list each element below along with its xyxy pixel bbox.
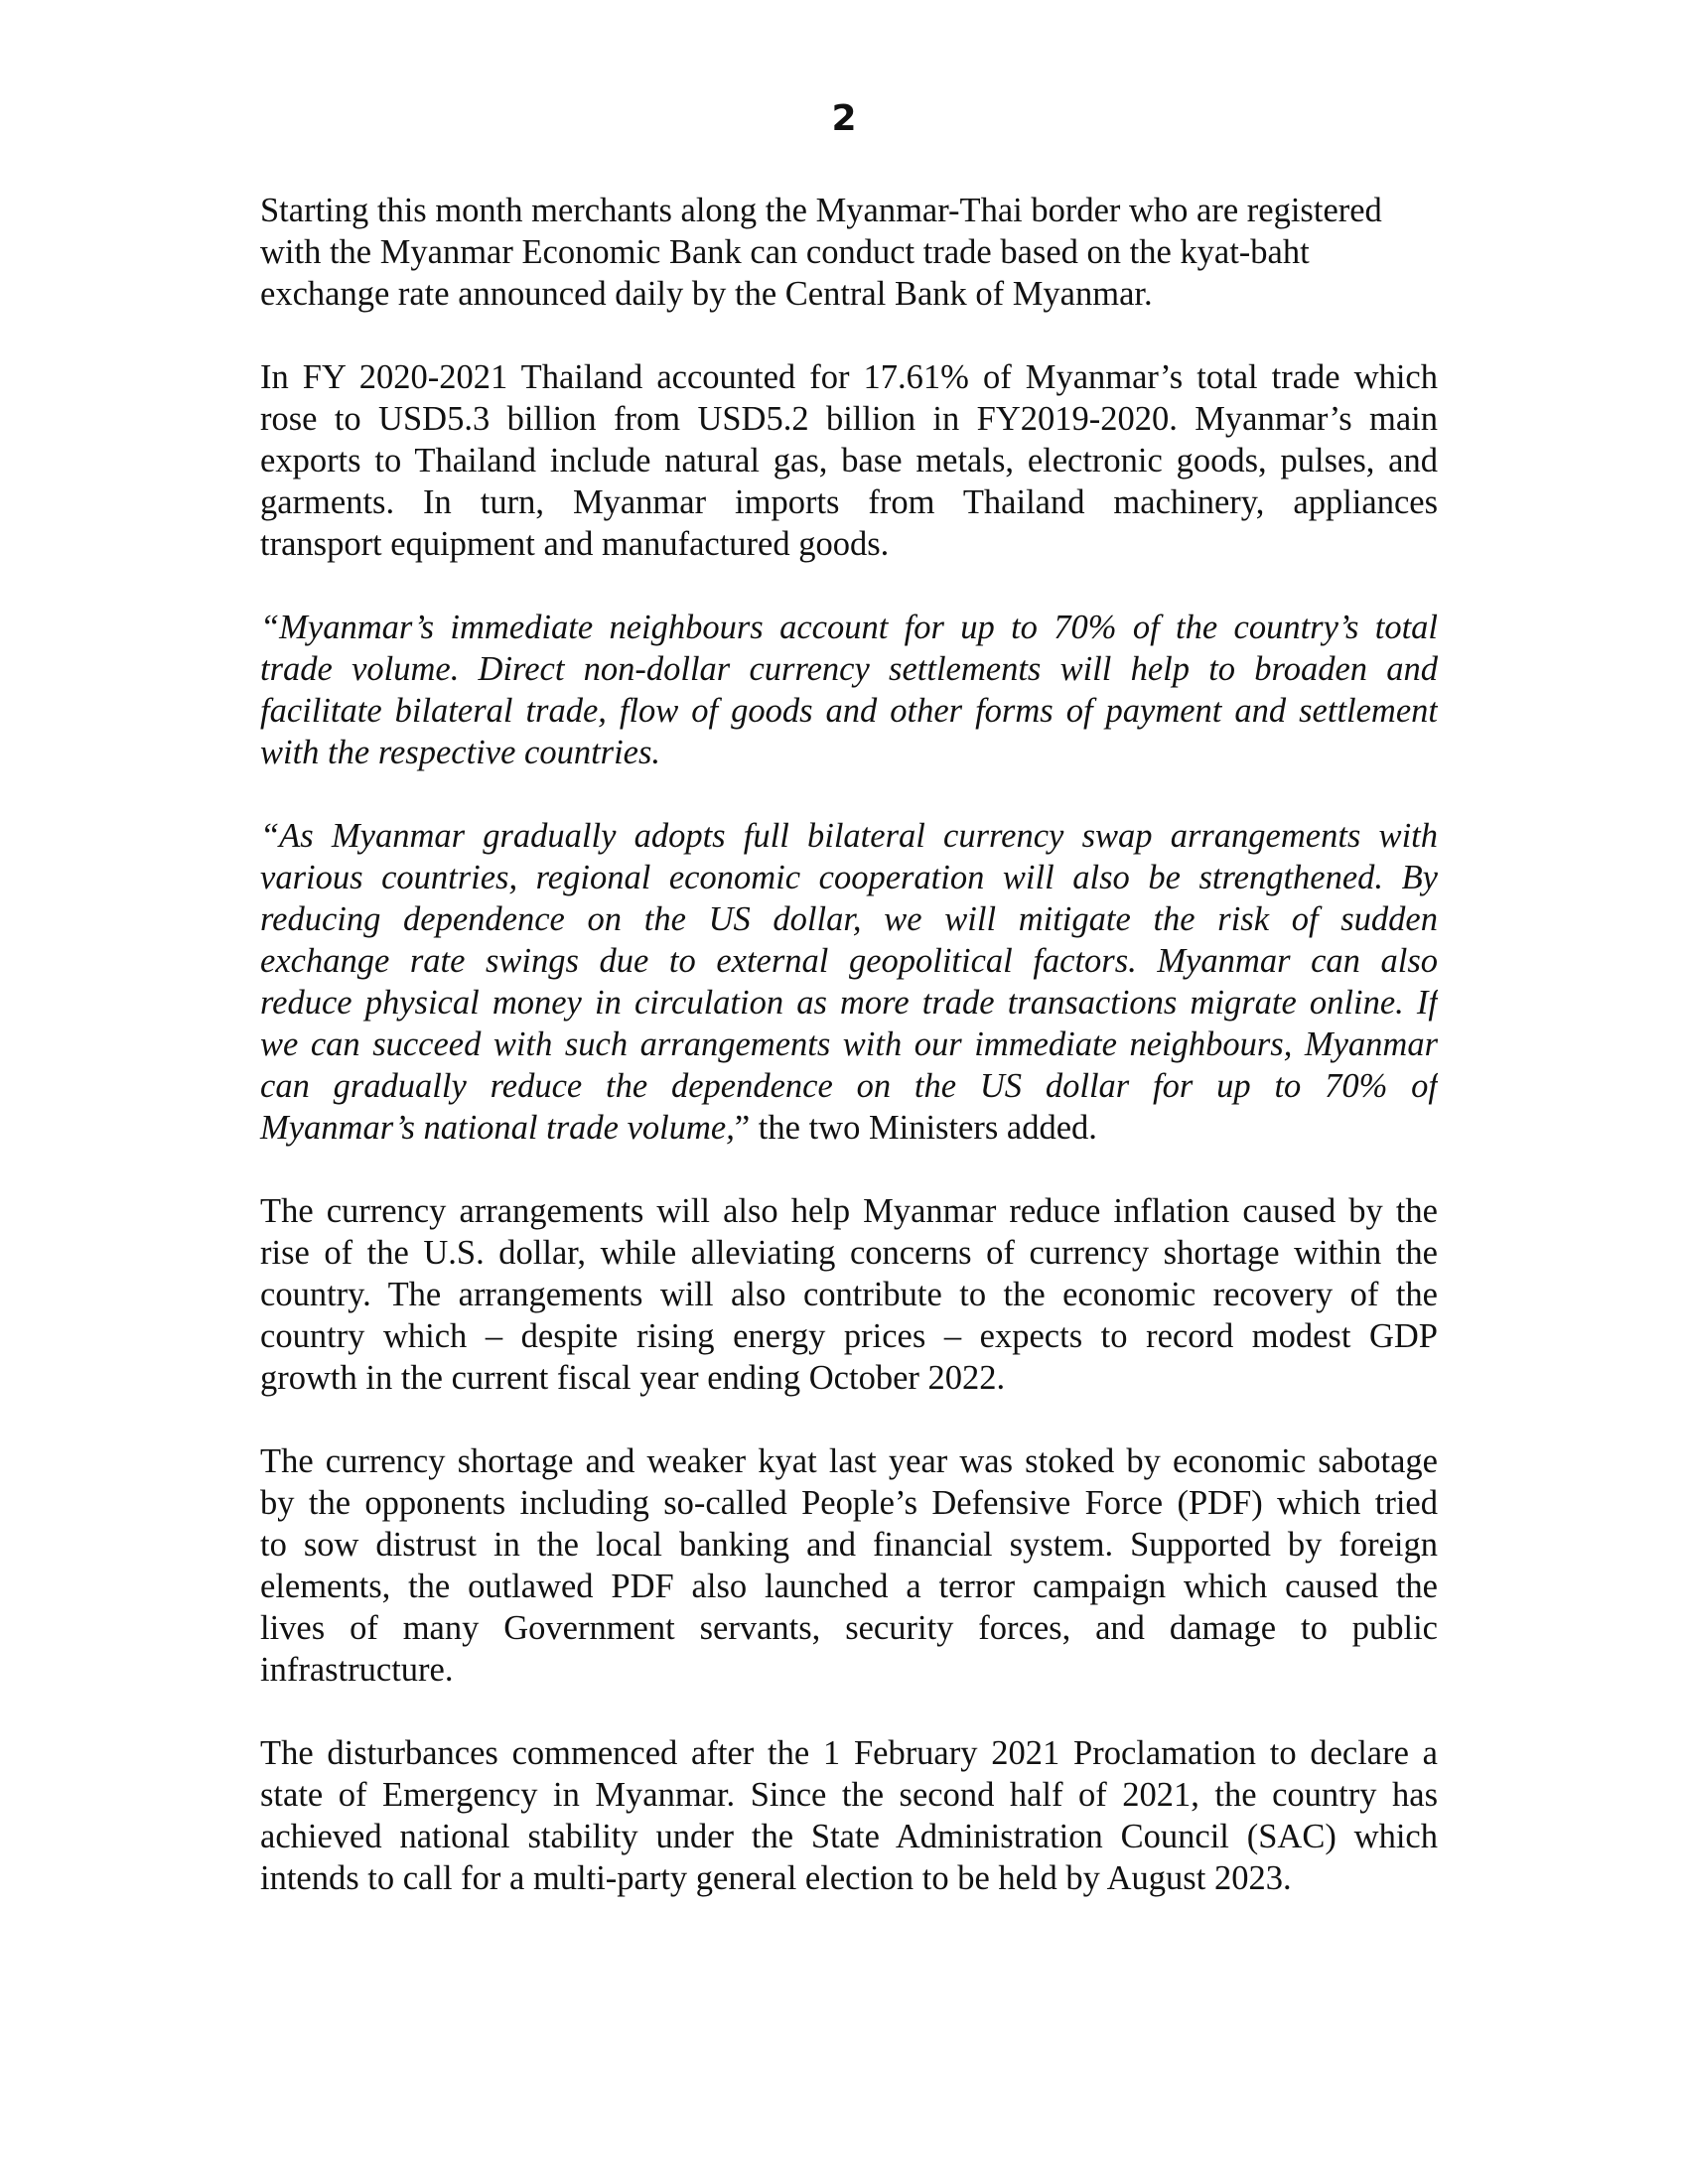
text: garments. In turn, Myanmar imports from Thailand machinery, appliances <box>260 483 1438 521</box>
text: rose to USD5.3 billion from USD5.2 billion in FY2019-2020. Myanmar’s main <box>260 400 1438 438</box>
text: The currency arrangements will also help Myanmar reduce inflation caused by the <box>260 1192 1438 1230</box>
text: The disturbances commenced after the 1 February 2021 Proclamation to declare a <box>260 1734 1438 1772</box>
text-line <box>260 940 1438 982</box>
text: intends to call for a multi-party general election to be held by August 2023. <box>260 1859 1292 1897</box>
italic-text: can gradually reduce the dependence on the US dollar for up to 70% of <box>260 1067 1438 1105</box>
italic-text: Myanmar’s national trade volume, <box>260 1109 735 1147</box>
italic-text: exchange rate swings due to external geopolitical factors. Myanmar can also <box>260 942 1438 980</box>
text-line <box>260 815 1438 857</box>
text-line <box>260 1024 1438 1065</box>
text-line <box>260 1232 1438 1274</box>
italic-text: facilitate bilateral trade, flow of goods and other forms of payment and settlement <box>260 692 1438 730</box>
text-line <box>260 523 1438 565</box>
text: rise of the U.S. dollar, while alleviating concerns of currency shortage within the <box>260 1234 1438 1272</box>
text: In FY 2020-2021 Thailand accounted for 17.61% of Myanmar’s total trade which <box>260 358 1438 396</box>
italic-text: reduce physical money in circulation as more trade transactions migrate online. If <box>260 984 1438 1022</box>
italic-text: with the respective countries. <box>260 734 661 771</box>
text-line <box>260 1732 1438 1774</box>
text: exchange rate announced daily by the Central Bank of Myanmar. <box>260 275 1153 313</box>
text-line <box>260 982 1438 1024</box>
text: country which – despite rising energy prices – expects to record modest GDP <box>260 1317 1438 1355</box>
text-line <box>260 1857 1438 1899</box>
text-line <box>260 440 1438 481</box>
text-line <box>260 231 1438 273</box>
text-line <box>260 1607 1438 1649</box>
text-line <box>260 1357 1438 1399</box>
italic-text: we can succeed with such arrangements with our immediate neighbours, Myanmar <box>260 1025 1438 1063</box>
text-line <box>260 1190 1438 1232</box>
page-number: 2 <box>831 98 857 139</box>
text-line <box>260 1065 1438 1107</box>
text-line <box>260 607 1438 648</box>
italic-text: reducing dependence on the US dollar, we will mitigate the risk of sudden <box>260 900 1438 938</box>
italic-text: “As Myanmar gradually adopts full bilateral currency swap arrangements with <box>260 817 1438 855</box>
text: Starting this month merchants along the Myanmar-Thai border who are registered <box>260 192 1382 229</box>
italic-text: various countries, regional economic cooperation will also be strengthened. By <box>260 859 1438 896</box>
text-line <box>260 1107 1438 1149</box>
text-line <box>260 898 1438 940</box>
text: by the opponents including so-called People’s Defensive Force (PDF) which tried <box>260 1484 1438 1522</box>
text-line <box>260 1816 1438 1857</box>
text: achieved national stability under the State Administration Council (SAC) which <box>260 1818 1438 1855</box>
text: ” the two Ministers added. <box>734 1109 1097 1147</box>
text: lives of many Government servants, security forces, and damage to public <box>260 1609 1438 1647</box>
text-line <box>260 648 1438 690</box>
italic-text: “Myanmar’s immediate neighbours account for up to 70% of the country’s total <box>260 609 1438 646</box>
text-line <box>260 1274 1438 1315</box>
text: transport equipment and manufactured goods. <box>260 525 890 563</box>
text: elements, the outlawed PDF also launched a terror campaign which caused the <box>260 1568 1438 1605</box>
text-line <box>260 1774 1438 1816</box>
text: country. The arrangements will also contribute to the economic recovery of the <box>260 1276 1438 1313</box>
text: with the Myanmar Economic Bank can conduct trade based on the kyat-baht <box>260 233 1310 271</box>
text-line <box>260 273 1438 315</box>
text-line <box>260 1524 1438 1566</box>
text-line <box>260 1482 1438 1524</box>
text: infrastructure. <box>260 1651 454 1689</box>
italic-text: trade volume. Direct non-dollar currency settlements will help to broaden and <box>260 650 1438 688</box>
text-line <box>260 1440 1438 1482</box>
text-line <box>260 1315 1438 1357</box>
text: The currency shortage and weaker kyat last year was stoked by economic sabotage <box>260 1442 1438 1480</box>
text-line <box>260 732 1438 773</box>
text: exports to Thailand include natural gas, base metals, electronic goods, pulses, and <box>260 442 1438 479</box>
text: state of Emergency in Myanmar. Since the second half of 2021, the country has <box>260 1776 1438 1814</box>
text-line <box>260 481 1438 523</box>
text-line <box>260 690 1438 732</box>
text-line <box>260 190 1438 231</box>
text-line <box>260 1649 1438 1691</box>
text-line <box>260 356 1438 398</box>
text-line <box>260 857 1438 898</box>
text-line <box>260 398 1438 440</box>
text: to sow distrust in the local banking and financial system. Supported by foreign <box>260 1526 1438 1564</box>
text-line <box>260 1566 1438 1607</box>
text: growth in the current fiscal year ending October 2022. <box>260 1359 1006 1397</box>
